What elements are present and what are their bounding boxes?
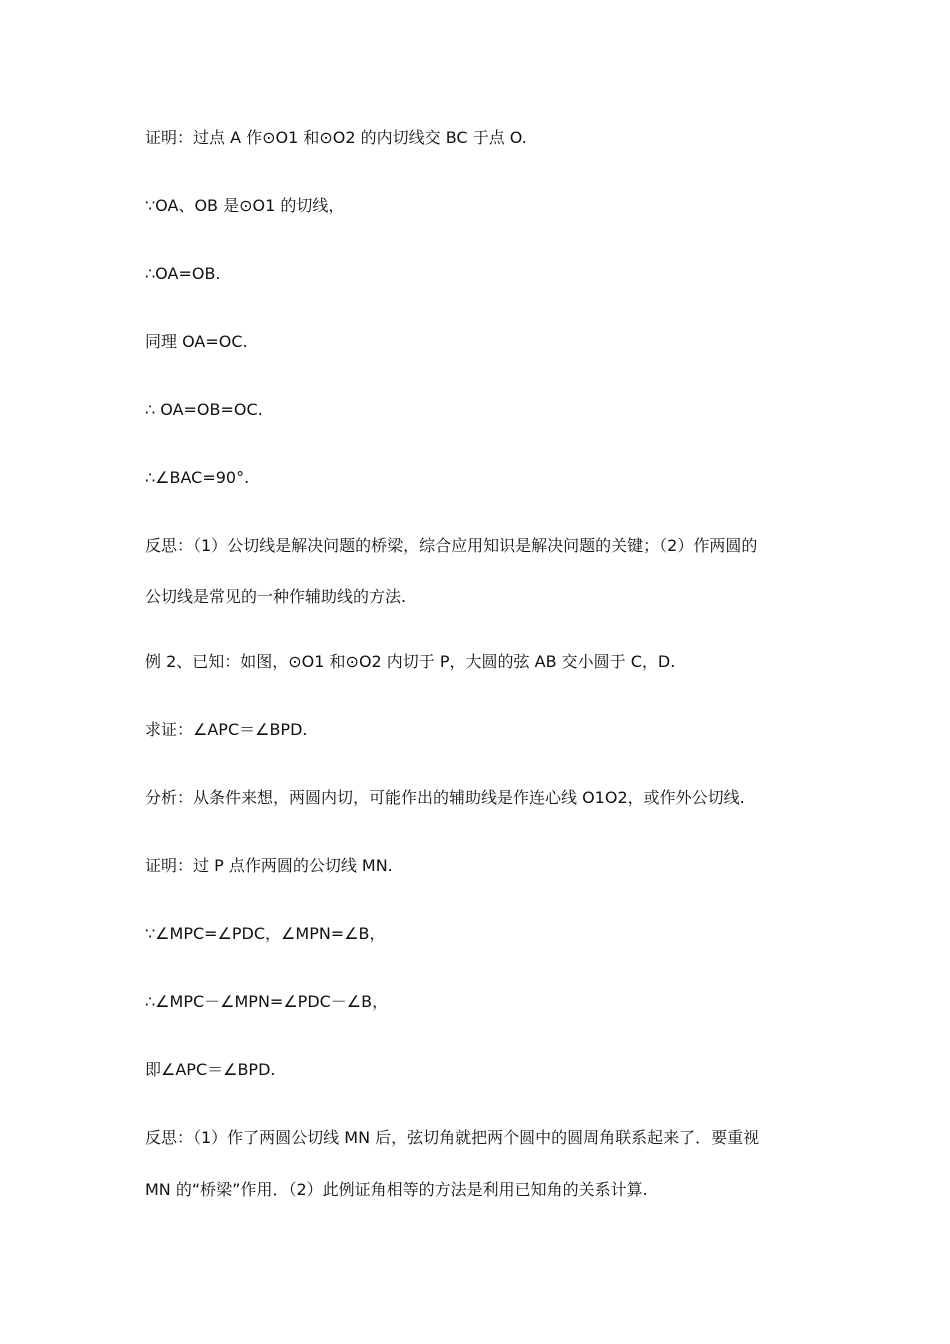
proof-line-5: ∴ OA=OB=OC.: [145, 400, 263, 419]
reflection-2-line-1: 反思：（1）作了两圆公切线 MN 后，弦切角就把两个圆中的圆周角联系起来了．要重视: [145, 1128, 760, 1147]
reflection-1-line-2: 公切线是常见的一种作辅助线的方法.: [145, 587, 407, 606]
example-2-proof-line-3: ∴∠MPC－∠MPN=∠PDC－∠B，: [145, 992, 389, 1011]
example-2-to-prove: 求证：∠APC＝∠BPD.: [145, 720, 308, 739]
reflection-1-line-1: 反思：（1）公切线是解决问题的桥梁，综合应用知识是解决问题的关键；（2）作两圆的: [145, 536, 758, 555]
proof-line-6: ∴∠BAC=90°.: [145, 468, 250, 487]
example-2-proof-line-1: 证明：过 P 点作两圆的公切线 MN.: [145, 856, 393, 875]
proof-line-4: 同理 OA=OC.: [145, 332, 248, 351]
document-page: [145, 0, 845, 1344]
example-2-proof-line-2: ∵∠MPC=∠PDC，∠MPN=∠B，: [145, 924, 386, 943]
reflection-2-line-2: MN 的“桥梁”作用．（2）此例证角相等的方法是利用已知角的关系计算.: [145, 1180, 648, 1199]
proof-line-3: ∴OA=OB.: [145, 264, 221, 283]
proof-line-2: ∵OA、OB 是⊙O1 的切线，: [145, 196, 345, 215]
example-2-proof-line-4: 即∠APC＝∠BPD.: [145, 1060, 276, 1079]
example-2-statement: 例 2、已知：如图，⊙O1 和⊙O2 内切于 P，大圆的弦 AB 交小圆于 C，D.: [145, 652, 676, 671]
proof-line-1: 证明：过点 A 作⊙O1 和⊙O2 的内切线交 BC 于点 O.: [145, 128, 527, 147]
example-2-analysis: 分析：从条件来想，两圆内切，可能作出的辅助线是作连心线 O1O2，或作外公切线.: [145, 788, 745, 807]
